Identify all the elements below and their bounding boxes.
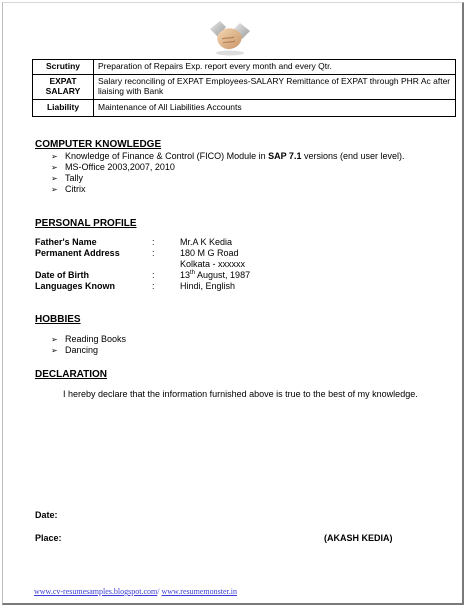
blog-link[interactable]: www.cv-resumesamples.blogspot.com bbox=[34, 587, 158, 596]
computer-knowledge-title: COMPUTER KNOWLEDGE bbox=[35, 139, 162, 150]
dob-suffix: th bbox=[190, 270, 196, 276]
declaration-title: DECLARATION bbox=[35, 369, 108, 380]
profile-label: Father's Name bbox=[35, 237, 97, 247]
personal-profile bbox=[35, 237, 335, 292]
handshake-icon bbox=[208, 17, 252, 57]
list-item bbox=[51, 162, 405, 173]
signature-name: (AKASH KEDIA) bbox=[324, 533, 393, 543]
skill-text: versions (end user level). bbox=[301, 151, 405, 161]
duty-description: Preparation of Repairs Exp. report every month and every Qtr. bbox=[94, 60, 456, 75]
declaration-text: I hereby declare that the information furnished above is true to the best of my knowledge. bbox=[63, 389, 418, 399]
profile-value: Kolkata - xxxxxx bbox=[180, 259, 246, 269]
resume-page bbox=[2, 2, 464, 605]
profile-row bbox=[35, 259, 335, 270]
list-item bbox=[51, 345, 126, 356]
arrow-bullet-icon: ➢ bbox=[51, 174, 58, 183]
arrow-bullet-icon: ➢ bbox=[51, 163, 58, 172]
arrow-bullet-icon: ➢ bbox=[51, 335, 58, 344]
duty-heading-line: EXPAT bbox=[49, 76, 77, 86]
duty-heading: Scrutiny bbox=[33, 60, 94, 75]
profile-colon: : bbox=[152, 248, 155, 258]
duty-heading: Liability bbox=[33, 100, 94, 117]
profile-value bbox=[180, 270, 250, 281]
skill-text: MS-Office 2003,2007, 2010 bbox=[65, 162, 175, 172]
duty-description: Salary reconciling of EXPAT Employees-SALARY Remittance of EXPAT through PHR Ac after liaising with Bank bbox=[94, 75, 456, 100]
hobby-text: Reading Books bbox=[65, 334, 127, 344]
profile-colon: : bbox=[152, 237, 155, 247]
profile-value: Hindi, English bbox=[180, 281, 236, 291]
personal-profile-title: PERSONAL PROFILE bbox=[35, 218, 137, 229]
date-label: Date: bbox=[35, 510, 58, 520]
link-separator: / bbox=[157, 587, 162, 596]
duty-description: Maintenance of All Liabilities Accounts bbox=[94, 100, 456, 117]
dob-day: 13 bbox=[180, 270, 191, 280]
profile-row bbox=[35, 281, 335, 292]
arrow-bullet-icon: ➢ bbox=[51, 152, 58, 161]
profile-value: Mr.A K Kedia bbox=[180, 237, 233, 247]
duty-heading-line: SALARY bbox=[45, 86, 81, 96]
table-row bbox=[33, 75, 456, 100]
place-label: Place: bbox=[35, 533, 62, 543]
profile-row bbox=[35, 248, 335, 259]
skill-highlight: SAP 7.1 bbox=[268, 151, 302, 161]
list-item bbox=[51, 184, 405, 195]
list-item bbox=[51, 173, 405, 184]
skill-text: Tally bbox=[65, 173, 84, 183]
profile-label: Date of Birth bbox=[35, 270, 89, 280]
profile-colon: : bbox=[152, 281, 155, 291]
profile-row bbox=[35, 270, 335, 281]
profile-colon: : bbox=[152, 270, 155, 280]
website-link[interactable]: www.resumemonster.in bbox=[161, 587, 237, 596]
computer-skills-list bbox=[51, 151, 405, 195]
arrow-bullet-icon: ➢ bbox=[51, 185, 58, 194]
table-row bbox=[33, 60, 456, 75]
duties-table bbox=[32, 59, 456, 117]
profile-row bbox=[35, 237, 335, 248]
dob-rest: August, 1987 bbox=[195, 270, 251, 280]
arrow-bullet-icon: ➢ bbox=[51, 346, 58, 355]
skill-text: Knowledge of Finance & Control (FICO) Module in bbox=[65, 151, 269, 161]
list-item bbox=[51, 151, 405, 162]
list-item bbox=[51, 334, 126, 345]
profile-label: Permanent Address bbox=[35, 248, 120, 258]
footer-links bbox=[34, 587, 237, 596]
hobbies-list bbox=[51, 334, 126, 356]
table-row bbox=[33, 100, 456, 117]
duty-heading bbox=[33, 75, 94, 100]
hobby-text: Dancing bbox=[65, 345, 99, 355]
skill-text: Citrix bbox=[65, 184, 86, 194]
profile-value: 180 M G Road bbox=[180, 248, 239, 258]
hobbies-title: HOBBIES bbox=[35, 314, 81, 325]
profile-label: Languages Known bbox=[35, 281, 116, 291]
